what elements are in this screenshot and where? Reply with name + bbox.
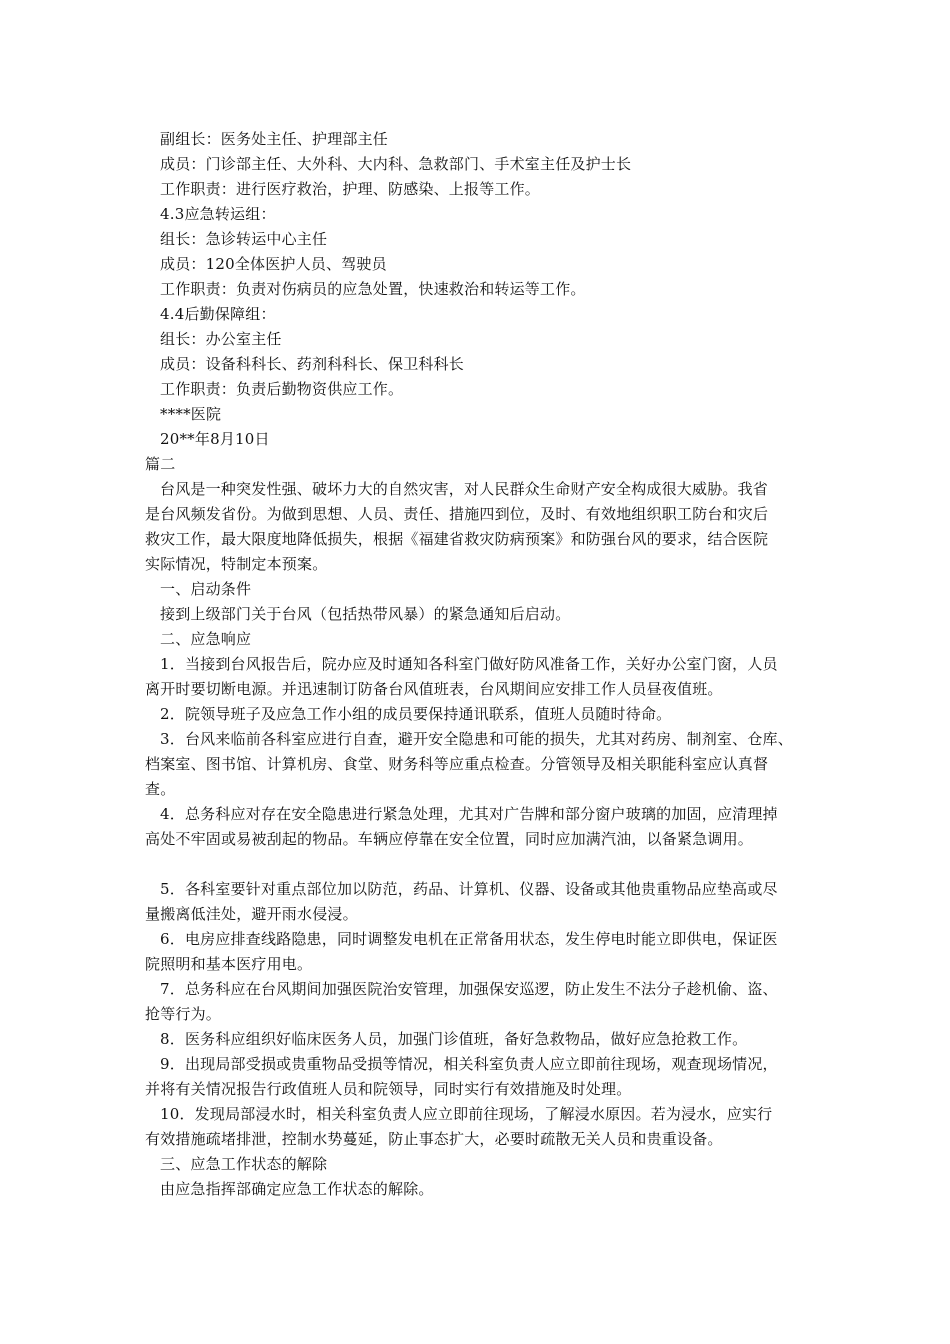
item-line: 有效措施疏堵排泄，控制水势蔓延，防止事态扩大，必要时疏散无关人员和贵重设备。 <box>145 1130 723 1148</box>
item-line: 3．台风来临前各科室应进行自查，避开安全隐患和可能的损失，尤其对药房、制剂室、仓库、 <box>160 730 793 748</box>
item-line: 并将有关情况报告行政值班人员和院领导，同时实行有效措施及时处理。 <box>145 1080 632 1098</box>
subgroup-heading: 4.3应急转运组： <box>160 205 276 223</box>
members-line: 成员：120全体医护人员、驾驶员 <box>160 255 387 273</box>
item-line: 7．总务科应在台风期间加强医院治安管理，加强保安巡逻，防止发生不法分子趁机偷、盗、 <box>160 980 778 998</box>
leader-line: 组长：急诊转运中心主任 <box>160 230 328 248</box>
item-line: 档案室、图书馆、计算机房、食堂、财务科等应重点检查。分管领导及相关职能科室应认真督 <box>145 755 769 773</box>
section-title: 二、应急响应 <box>160 630 252 648</box>
item-line: 院照明和基本医疗用电。 <box>145 955 313 973</box>
item-line: 抢等行为。 <box>145 1005 222 1023</box>
section-title: 三、应急工作状态的解除 <box>160 1155 328 1173</box>
item-line: 查。 <box>145 780 176 798</box>
intro-line: 救灾工作，最大限度地降低损失，根据《福建省救灾防病预案》和防强台风的要求，结合医院 <box>145 530 769 548</box>
section-title: 一、启动条件 <box>160 580 252 598</box>
item-line: 4．总务科应对存在安全隐患进行紧急处理，尤其对广告牌和部分窗户玻璃的加固，应清理掉 <box>160 805 778 823</box>
part-heading: 篇二 <box>145 455 176 473</box>
item-line: 8．医务科应组织好临床医务人员，加强门诊值班，备好急救物品，做好应急抢救工作。 <box>160 1030 748 1048</box>
item-line: 2．院领导班子及应急工作小组的成员要保持通讯联系，值班人员随时待命。 <box>160 705 672 723</box>
item-line: 9．出现局部受损或贵重物品受损等情况，相关科室负责人应立即前往现场，观查现场情况， <box>160 1055 778 1073</box>
item-line: 6．电房应排查线路隐患，同时调整发电机在正常备用状态，发生停电时能立即供电，保证医 <box>160 930 778 948</box>
item-line: 5．各科室要针对重点部位加以防范，药品、计算机、仪器、设备或其他贵重物品应垫高或尽 <box>160 880 778 898</box>
signature-org: ****医院 <box>160 405 222 423</box>
section-text: 接到上级部门关于台风（包括热带风暴）的紧急通知后启动。 <box>160 605 571 623</box>
subgroup-heading: 4.4后勤保障组： <box>160 305 276 323</box>
members-line: 成员：设备科科长、药剂科科长、保卫科科长 <box>160 355 465 373</box>
duty-line: 工作职责：负责后勤物资供应工作。 <box>160 380 404 398</box>
signature-date: 20**年8月10日 <box>160 430 270 448</box>
section-text: 由应急指挥部确定应急工作状态的解除。 <box>160 1180 434 1198</box>
members-line: 成员：门诊部主任、大外科、大内科、急救部门、手术室主任及护士长 <box>160 155 632 173</box>
item-line: 10．发现局部浸水时，相关科室负责人应立即前往现场，了解浸水原因。若为浸水，应实行 <box>160 1105 773 1123</box>
item-line: 量搬离低洼处，避开雨水侵浸。 <box>145 905 358 923</box>
leader-line: 组长：办公室主任 <box>160 330 282 348</box>
intro-line: 台风是一种突发性强、破坏力大的自然灾害，对人民群众生命财产安全构成很大威胁。我省 <box>160 480 769 498</box>
deputy-leader-line: 副组长：医务处主任、护理部主任 <box>160 130 389 148</box>
duty-line: 工作职责：进行医疗救治，护理、防感染、上报等工作。 <box>160 180 541 198</box>
item-line: 1．当接到台风报告后，院办应及时通知各科室门做好防风准备工作，关好办公室门窗，人员 <box>160 655 778 673</box>
intro-line: 是台风频发省份。为做到思想、人员、责任、措施四到位，及时、有效地组织职工防台和灾后 <box>145 505 769 523</box>
duty-line: 工作职责：负责对伤病员的应急处置，快速救治和转运等工作。 <box>160 280 586 298</box>
item-line: 高处不牢固或易被刮起的物品。车辆应停靠在安全位置，同时应加满汽油，以备紧急调用。 <box>145 830 754 848</box>
item-line: 离开时要切断电源。并迅速制订防备台风值班表，台风期间应安排工作人员昼夜值班。 <box>145 680 723 698</box>
intro-line: 实际情况，特制定本预案。 <box>145 555 328 573</box>
